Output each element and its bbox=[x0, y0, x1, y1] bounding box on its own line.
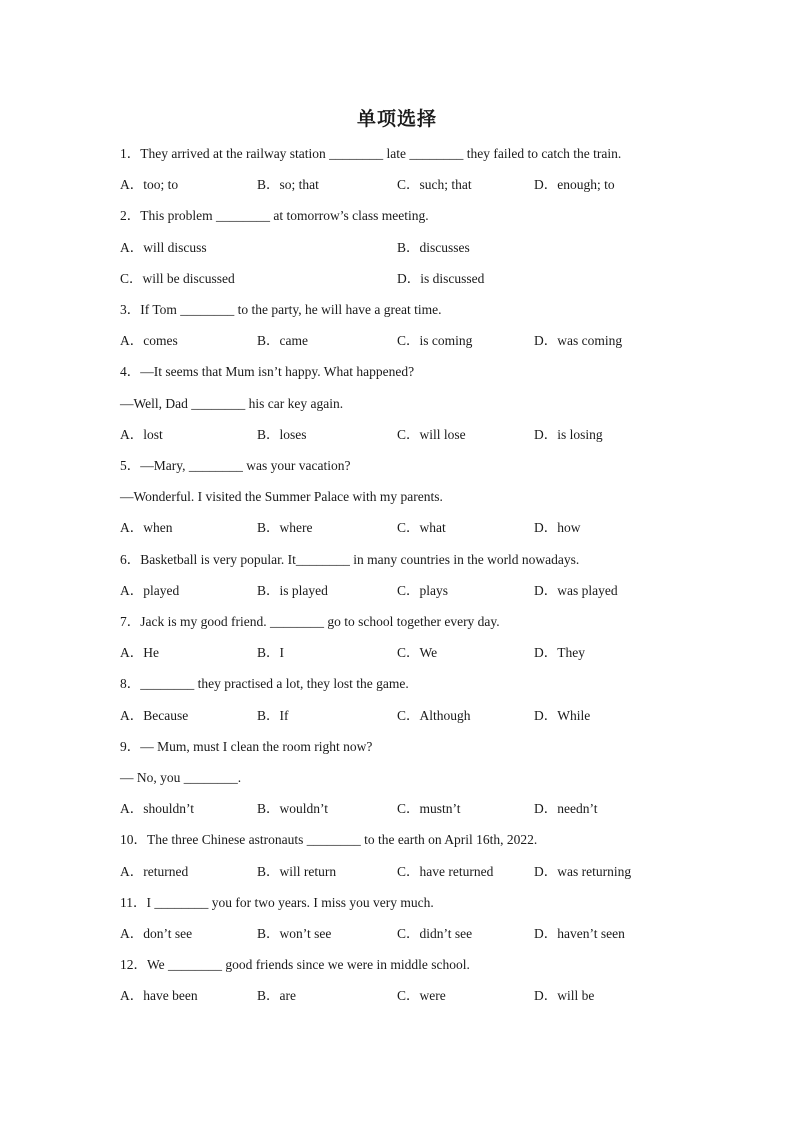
question-stem: 5．—Mary, ________ was your vacation? bbox=[120, 458, 351, 473]
answer-option[interactable]: D．needn’t bbox=[534, 801, 598, 817]
answer-option[interactable]: B．came bbox=[257, 333, 308, 349]
question-stem: 4．—It seems that Mum isn’t happy. What happened? bbox=[120, 364, 415, 380]
answer-option[interactable]: A．when bbox=[120, 520, 173, 536]
question-dialogue-line: — No, you ________. bbox=[120, 770, 242, 785]
answer-option[interactable]: C．plays bbox=[397, 582, 449, 598]
answer-option[interactable]: D．They bbox=[534, 645, 585, 661]
answer-option[interactable]: B．so; that bbox=[257, 177, 319, 193]
answer-option[interactable]: A．will discuss bbox=[120, 239, 207, 255]
question-stem: 1．They arrived at the railway station ________ late ________ they failed to catch the train. bbox=[120, 146, 622, 161]
question-stem: 10．The three Chinese astronauts ________ to the earth on April 16th, 2022. bbox=[120, 832, 538, 848]
answer-options-row bbox=[120, 426, 680, 444]
answer-options-row bbox=[120, 925, 680, 943]
answer-option[interactable]: D．haven’t seen bbox=[534, 926, 625, 941]
answer-option[interactable]: A．He bbox=[120, 645, 159, 661]
answer-option[interactable]: C．didn’t see bbox=[397, 926, 473, 941]
answer-option[interactable]: D．was played bbox=[534, 582, 618, 598]
answer-option[interactable]: D．how bbox=[534, 520, 581, 536]
answer-options-row bbox=[120, 863, 680, 881]
question-dialogue-line: —Wonderful. I visited the Summer Palace with my parents. bbox=[120, 489, 443, 505]
answer-option[interactable]: C．will lose bbox=[397, 426, 466, 442]
answer-option[interactable]: D．enough; to bbox=[534, 177, 615, 193]
answer-option[interactable]: C．is coming bbox=[397, 333, 473, 349]
answer-option[interactable]: C．We bbox=[397, 645, 438, 661]
answer-options-row bbox=[120, 239, 680, 257]
answer-option[interactable]: A．returned bbox=[120, 863, 189, 879]
answer-option[interactable]: B．If bbox=[257, 707, 289, 723]
answer-option[interactable]: B．is played bbox=[257, 582, 328, 598]
answer-option[interactable]: A．Because bbox=[120, 707, 189, 723]
answer-options-row bbox=[120, 707, 680, 725]
question-stem: 9．— Mum, must I clean the room right now? bbox=[120, 738, 373, 754]
answer-option[interactable]: D．is losing bbox=[534, 426, 603, 442]
answer-option[interactable]: D．While bbox=[534, 707, 591, 723]
answer-option[interactable]: B．won’t see bbox=[257, 926, 332, 941]
question-dialogue-line: —Well, Dad ________ his car key again. bbox=[120, 395, 344, 411]
answer-options-row bbox=[120, 519, 680, 537]
answer-option[interactable]: C．such; that bbox=[397, 177, 472, 193]
answer-option[interactable]: C．will be discussed bbox=[120, 270, 235, 286]
answer-option[interactable]: A．lost bbox=[120, 426, 163, 442]
question-stem: 3．If Tom ________ to the party, he will have a great time. bbox=[120, 302, 442, 317]
question-stem: 11．I ________ you for two years. I miss you very much. bbox=[120, 894, 434, 910]
question-stem: 12．We ________ good friends since we were in middle school. bbox=[120, 957, 470, 973]
question-stem: 7．Jack is my good friend. ________ go to school together every day. bbox=[120, 614, 500, 629]
answer-options-row bbox=[120, 644, 680, 662]
question-stem: 8．________ they practised a lot, they lost the game. bbox=[120, 676, 409, 692]
answer-option[interactable]: C．what bbox=[397, 520, 446, 536]
answer-option[interactable]: C．mustn’t bbox=[397, 801, 461, 817]
answer-options-row bbox=[120, 176, 680, 194]
answer-options-row bbox=[120, 270, 680, 288]
answer-options-row bbox=[120, 987, 680, 1005]
answer-option[interactable]: A．played bbox=[120, 582, 180, 598]
page-title: 单项选择 bbox=[356, 108, 437, 130]
answer-option[interactable]: D．was coming bbox=[534, 333, 623, 349]
answer-options-row bbox=[120, 800, 680, 818]
answer-option[interactable]: B．will return bbox=[257, 863, 337, 879]
question-stem: 2．This problem ________ at tomorrow’s class meeting. bbox=[120, 208, 429, 224]
answer-option[interactable]: D．is discussed bbox=[397, 270, 485, 286]
answer-option[interactable]: A．don’t see bbox=[120, 926, 193, 941]
answer-option[interactable]: D．was returning bbox=[534, 863, 632, 879]
answer-option[interactable]: B．I bbox=[257, 645, 284, 661]
answer-options-row bbox=[120, 332, 680, 350]
answer-option[interactable]: B．discusses bbox=[397, 239, 470, 255]
question-stem: 6．Basketball is very popular. It________ in many countries in the world nowadays. bbox=[120, 551, 580, 567]
answer-option[interactable]: D．will be bbox=[534, 988, 595, 1004]
answer-option[interactable]: A．have been bbox=[120, 988, 198, 1004]
answer-option[interactable]: B．wouldn’t bbox=[257, 801, 329, 817]
answer-option[interactable]: A．shouldn’t bbox=[120, 801, 195, 817]
answer-option[interactable]: B．where bbox=[257, 520, 313, 536]
answer-option[interactable]: C．were bbox=[397, 988, 446, 1004]
answer-option[interactable]: C．Although bbox=[397, 707, 471, 723]
answer-option[interactable]: B．are bbox=[257, 988, 296, 1004]
answer-options-row bbox=[120, 582, 680, 600]
answer-option[interactable]: A．too; to bbox=[120, 177, 179, 193]
answer-option[interactable]: C．have returned bbox=[397, 863, 494, 879]
answer-option[interactable]: A．comes bbox=[120, 333, 178, 349]
answer-option[interactable]: B．loses bbox=[257, 426, 307, 442]
